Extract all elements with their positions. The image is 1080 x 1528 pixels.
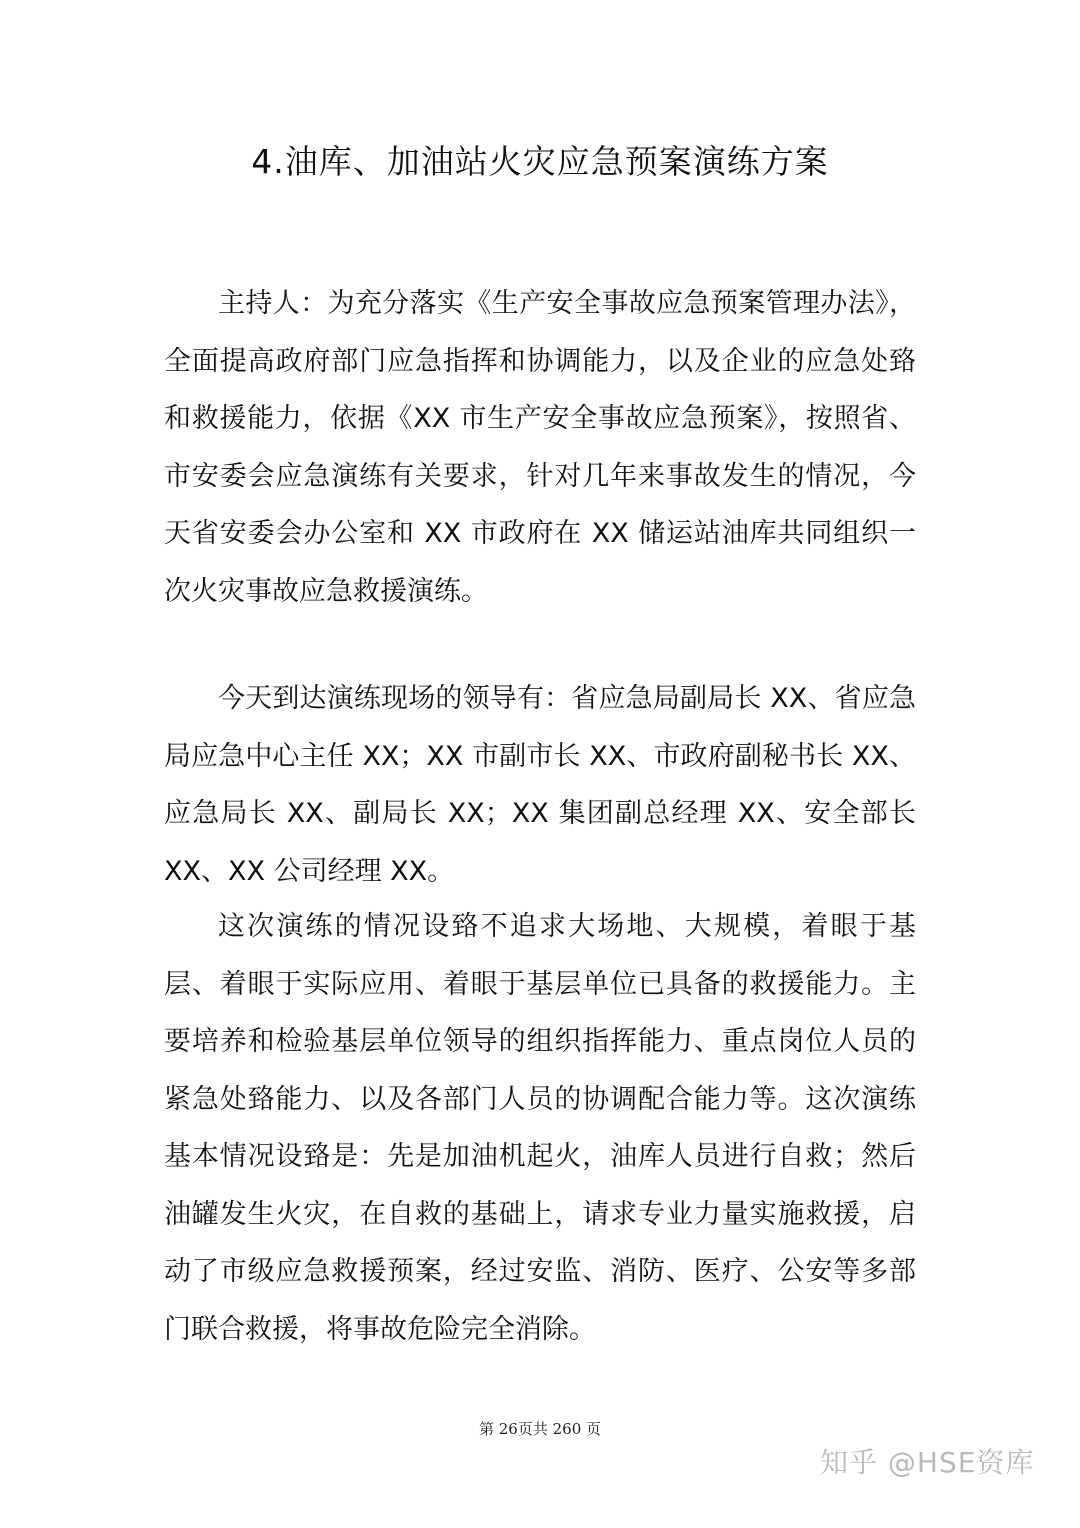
paragraph-drill-scenario: 这次演练的情况设臵不追求大场地、大规模，着眼于基层、着眼于实际应用、着眼于基层单位已具备的救援能力。主要培养和检验基层单位领导的组织指挥能力、重点岗位人员的紧急处臵能力、以及各部门人员的协调配合能力等。这次演练基本情况设臵是：先是加油机起火，油库人员进行自救；然后油罐发生火灾，在自救的基础上，请求专业力量实施救援，启动了市级应急救援预案，经过安监、消防、医疗、公安等多部门联合救援，将事故危险完全消除。 xyxy=(164,911,916,1345)
document-title: 4.油库、加油站火灾应急预案演练方案 xyxy=(251,142,829,181)
page-number-footer: 第 26页共 260 页 xyxy=(478,1420,602,1438)
paragraph-leaders-present: 今天到达演练现场的领导有：省应急局副局长 XX、省应急局应急中心主任 XX；XX 市副市长 XX、市政府副秘书长 XX、应急局长 XX、副局长 XX；XX 集团副总经理 XX、安全部长 XX、XX 公司经理 XX。 xyxy=(164,683,916,887)
paragraph-host-intro: 主持人：为充分落实《生产安全事故应急预案管理办法》，全面提高政府部门应急指挥和协调能力，以及企业的应急处臵和救援能力，依据《XX 市生产安全事故应急预案》，按照省、市安委会应急演练有关要求，针对几年来事故发生的情况，今天省安委会办公室和 XX 市政府在 XX 储运站油库共同组织一次火灾事故应急救援演练。 xyxy=(164,288,916,607)
zhihu-watermark: 知乎 @HSE资库 xyxy=(820,1446,1035,1479)
